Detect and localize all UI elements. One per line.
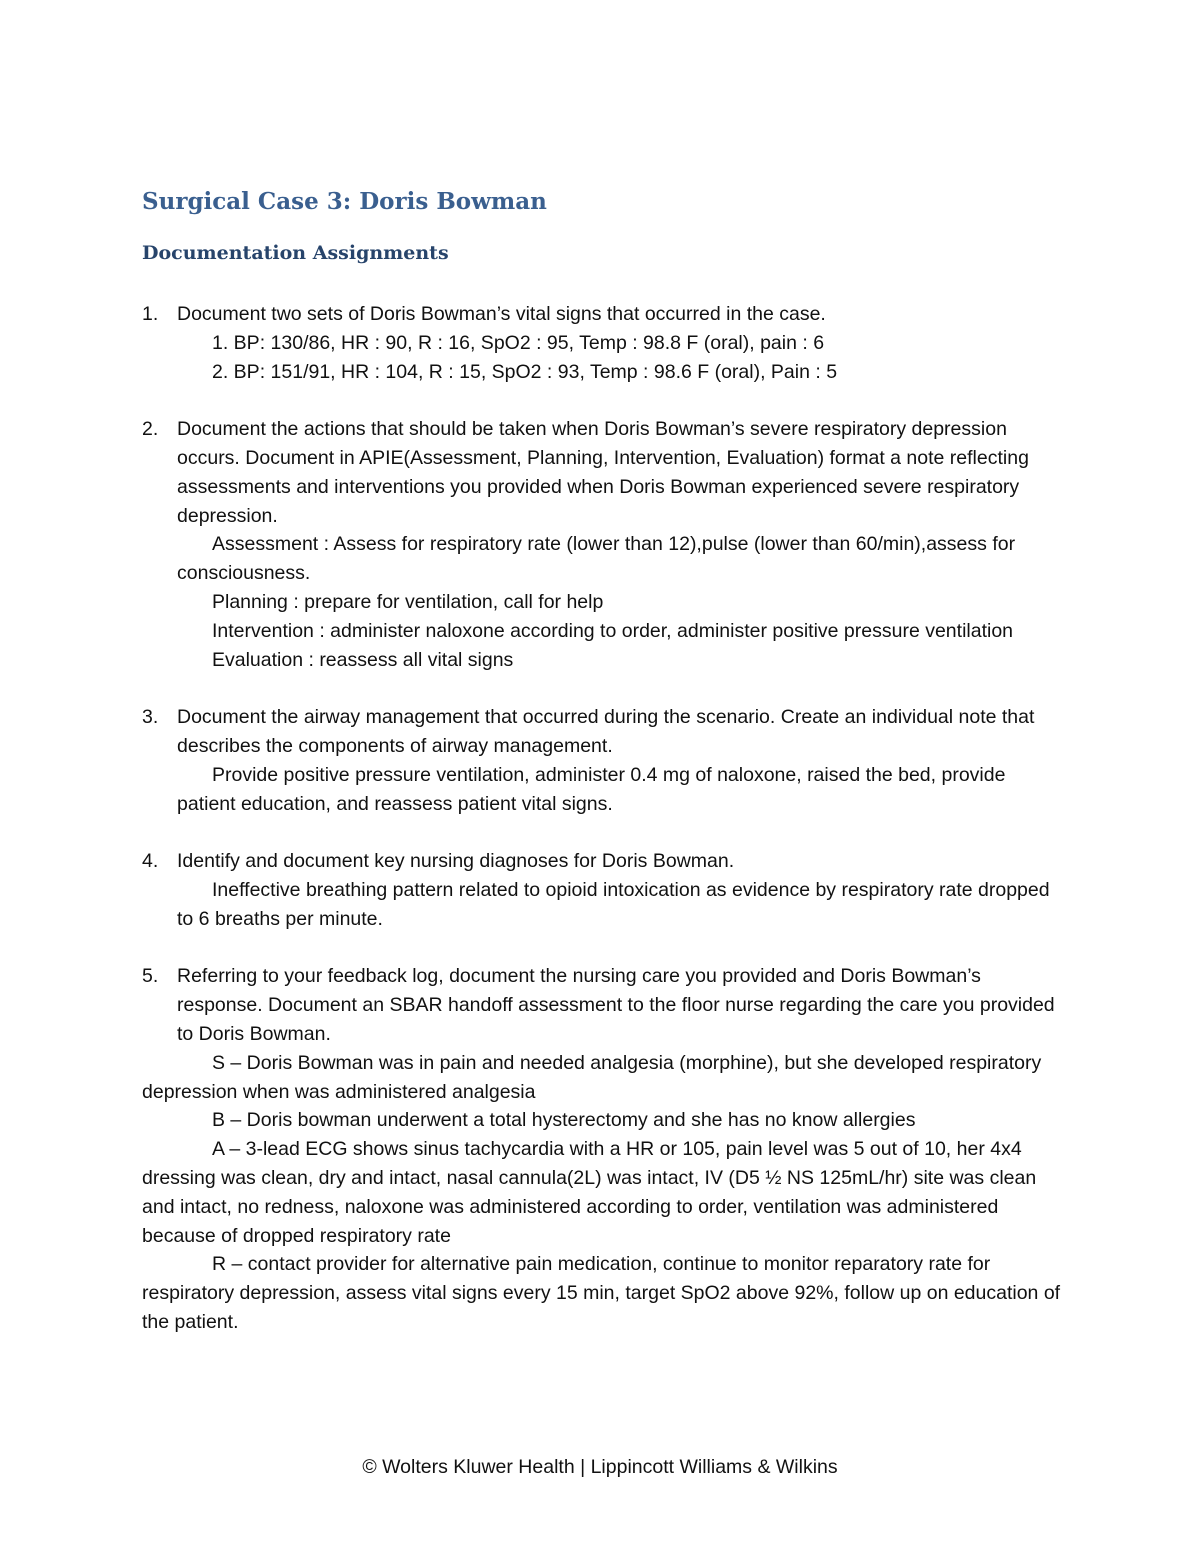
apie-evaluation: Evaluation : reassess all vital signs <box>212 648 514 671</box>
item-number: 3. <box>142 706 159 729</box>
airway-note: Provide positive pressure ventilation, administer 0.4 mg of naloxone, raised the bed, provide patient education, and reassess patient vital signs. <box>177 763 1006 815</box>
vital-signs-set-2: 2. BP: 151/91, HR : 104, R : 15, SpO2 : 93, Temp : 98.6 F (oral), Pain : 5 <box>212 360 838 383</box>
sbar-recommendation: R – contact provider for alternative pain medication, continue to monitor reparatory rate for respiratory depression, assess vital signs every 15 min, target SpO2 above 92%, follow up on education of the patient. <box>142 1253 1061 1333</box>
assignment-item-4 <box>142 847 1062 933</box>
item-prompt: Referring to your feedback log, document the nursing care you provided and Doris Bowman’s response. Document an SBAR handoff assessment to the floor nurse regarding the care you provided to Doris Bowman. <box>177 965 1055 1045</box>
item-number: 4. <box>142 850 159 873</box>
item-prompt: Document two sets of Doris Bowman’s vital signs that occurred in the case. <box>177 303 826 325</box>
item-number: 5. <box>142 965 159 988</box>
nursing-diagnosis: Ineffective breathing pattern related to opioid intoxication as evidence by respiratory rate dropped to 6 breaths per minute. <box>177 878 1050 930</box>
assignment-item-2 <box>142 415 1062 674</box>
document-title: Surgical Case 3: Doris Bowman <box>142 188 547 215</box>
apie-planning: Planning : prepare for ventilation, call for help <box>212 590 604 613</box>
item-number: 1. <box>142 303 159 325</box>
item-prompt: Document the airway management that occurred during the scenario. Create an individual note that describes the components of airway management. <box>177 706 1035 757</box>
apie-intervention: Intervention : administer naloxone according to order, administer positive pressure ventilation <box>212 619 1014 642</box>
assignment-item-5 <box>142 962 1062 1336</box>
item-prompt: Identify and document key nursing diagnoses for Doris Bowman. <box>177 850 735 873</box>
page-footer: © Wolters Kluwer Health | Lippincott Williams & Wilkins <box>362 1456 838 1478</box>
item-number: 2. <box>142 418 159 441</box>
assignment-item-1 <box>142 300 1062 386</box>
item-prompt: Document the actions that should be taken when Doris Bowman’s severe respiratory depression occurs. Document in APIE(Assessment, Planning, Intervention, Evaluation) format a note reflecting assessments and interventions you provided when Doris Bowman experienced severe respiratory depression. <box>177 418 1029 527</box>
section-heading: Documentation Assignments <box>142 242 449 264</box>
sbar-background: B – Doris bowman underwent a total hysterectomy and she has no know allergies <box>212 1109 916 1132</box>
assignment-list <box>142 300 1062 1365</box>
apie-assessment: Assessment : Assess for respiratory rate (lower than 12),pulse (lower than 60/min),assess for consciousness. <box>177 533 1016 585</box>
sbar-assessment: A – 3-lead ECG shows sinus tachycardia with a HR or 105, pain level was 5 out of 10, her 4x4 dressing was clean, dry and intact, nasal cannula(2L) was intact, IV (D5 ½ NS 125mL/hr) site was clean and intact, no redness, naloxone was administered according to order, ventilation was administered because of dropped respiratory rate <box>142 1138 1037 1247</box>
assignment-item-3 <box>142 703 1062 818</box>
vital-signs-set-1: 1. BP: 130/86, HR : 90, R : 16, SpO2 : 95, Temp : 98.8 F (oral), pain : 6 <box>212 331 825 354</box>
sbar-situation: S – Doris Bowman was in pain and needed analgesia (morphine), but she developed respiratory depression when was administered analgesia <box>142 1051 1042 1103</box>
